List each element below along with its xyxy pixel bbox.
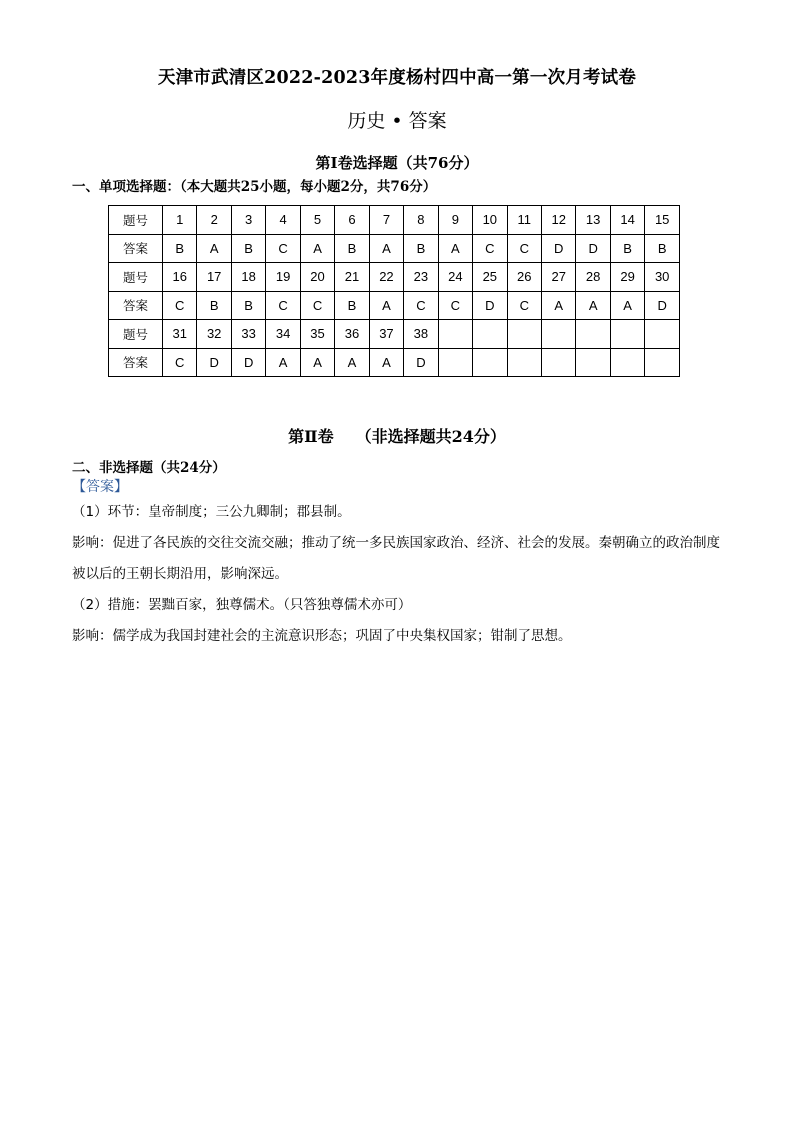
question-number-cell: 33: [231, 320, 265, 349]
question-number-cell: 19: [266, 263, 300, 292]
answer-cell: A: [369, 348, 403, 377]
question-number-cell: 15: [645, 206, 680, 235]
answer-cell: A: [369, 291, 403, 320]
question-number-cell: 36: [335, 320, 369, 349]
question-number-cell: 27: [541, 263, 575, 292]
question-number-cell: [541, 320, 575, 349]
question-number-row: [109, 206, 680, 235]
question-number-cell: 3: [231, 206, 265, 235]
question-number-cell: 32: [197, 320, 231, 349]
question-number-cell: 21: [335, 263, 369, 292]
section2-title: 二、非选择题（共24分）: [72, 460, 226, 476]
answer-table-body: [109, 206, 680, 377]
question-number-cell: 1: [163, 206, 197, 235]
question-number-cell: 29: [610, 263, 644, 292]
question-number-cell: 35: [300, 320, 334, 349]
question-number-cell: 38: [404, 320, 438, 349]
answer-cell: [473, 348, 507, 377]
question-number-row: [109, 263, 680, 292]
question-number-cell: 30: [645, 263, 680, 292]
answer-cell: D: [473, 291, 507, 320]
question-number-cell: 22: [369, 263, 403, 292]
answer-cell: [541, 348, 575, 377]
part1-heading: 第Ⅰ卷选择题（共76分）: [315, 154, 479, 172]
question-number-cell: 5: [300, 206, 334, 235]
row-label-question: 题号: [109, 320, 163, 349]
answer-cell: B: [163, 234, 197, 263]
answer-row: [109, 291, 680, 320]
answer-cell: [610, 348, 644, 377]
question-number-cell: 23: [404, 263, 438, 292]
answer-cell: C: [300, 291, 334, 320]
question-number-cell: 16: [163, 263, 197, 292]
answer-cell: A: [266, 348, 300, 377]
question-number-cell: 28: [576, 263, 610, 292]
question-number-cell: [610, 320, 644, 349]
answer-cell: B: [231, 234, 265, 263]
document-title: 天津市武清区2022-2023年度杨村四中高一第一次月考试卷: [157, 68, 637, 88]
answer-cell: A: [300, 234, 334, 263]
answer-row: [109, 348, 680, 377]
answer-cell: C: [507, 234, 541, 263]
question-number-cell: [507, 320, 541, 349]
answer-label: 【答案】: [72, 479, 128, 495]
question-number-cell: 13: [576, 206, 610, 235]
row-label-answer: 答案: [109, 234, 163, 263]
answer-cell: D: [576, 234, 610, 263]
answer-cell: A: [576, 291, 610, 320]
answer-table: [108, 205, 680, 377]
question-number-cell: 10: [473, 206, 507, 235]
answer-cell: B: [645, 234, 680, 263]
answer-cell: [438, 348, 472, 377]
answer-cell: B: [231, 291, 265, 320]
row-label-answer: 答案: [109, 291, 163, 320]
answer-cell: A: [438, 234, 472, 263]
question-number-cell: [645, 320, 680, 349]
answer-cell: B: [197, 291, 231, 320]
question-number-row: [109, 320, 680, 349]
answer-cell: C: [266, 291, 300, 320]
answer-cell: B: [335, 291, 369, 320]
answer-cell: C: [163, 291, 197, 320]
answer-cell: [645, 348, 680, 377]
part2-heading-sub: （非选择题共24分）: [355, 427, 506, 446]
answer-line-2: 影响：促进了各民族的交往交流交融；推动了统一多民族国家政治、经济、社会的发展。秦朝确立的政治制度被以后的王朝长期沿用，影响深远。: [72, 535, 720, 582]
question-number-cell: [576, 320, 610, 349]
question-number-cell: 25: [473, 263, 507, 292]
answer-cell: D: [231, 348, 265, 377]
question-number-cell: 6: [335, 206, 369, 235]
question-number-cell: 11: [507, 206, 541, 235]
row-label-question: 题号: [109, 206, 163, 235]
answer-line-3: （2）措施：罢黜百家，独尊儒术。（只答独尊儒术亦可）: [72, 597, 412, 613]
answer-cell: A: [541, 291, 575, 320]
answer-cell: C: [473, 234, 507, 263]
section1-title: 一、单项选择题：（本大题共25小题，每小题2分，共76分）: [72, 179, 437, 195]
row-label-question: 题号: [109, 263, 163, 292]
part2-heading-main: 第Ⅱ卷: [288, 427, 334, 446]
part2-heading: [0, 424, 794, 447]
answer-cell: D: [404, 348, 438, 377]
answer-cell: A: [197, 234, 231, 263]
answer-line-4: 影响：儒学成为我国封建社会的主流意识形态；巩固了中央集权国家；钳制了思想。: [72, 628, 572, 644]
answer-cell: [507, 348, 541, 377]
question-number-cell: 12: [541, 206, 575, 235]
question-number-cell: 2: [197, 206, 231, 235]
answer-cell: B: [404, 234, 438, 263]
answer-cell: B: [335, 234, 369, 263]
answer-cell: D: [197, 348, 231, 377]
question-number-cell: 37: [369, 320, 403, 349]
question-number-cell: 26: [507, 263, 541, 292]
answer-row: [109, 234, 680, 263]
answer-cell: C: [507, 291, 541, 320]
answer-cell: C: [438, 291, 472, 320]
question-number-cell: [473, 320, 507, 349]
question-number-cell: 4: [266, 206, 300, 235]
question-number-cell: 34: [266, 320, 300, 349]
answer-line-1: （1）环节：皇帝制度；三公九卿制；郡县制。: [72, 504, 351, 520]
answer-cell: C: [163, 348, 197, 377]
question-number-cell: [438, 320, 472, 349]
document-subtitle: 历史 • 答案: [347, 110, 447, 132]
answer-cell: A: [610, 291, 644, 320]
question-number-cell: 20: [300, 263, 334, 292]
question-number-cell: 9: [438, 206, 472, 235]
answer-cell: D: [645, 291, 680, 320]
answer-cell: B: [610, 234, 644, 263]
answer-cell: A: [369, 234, 403, 263]
row-label-answer: 答案: [109, 348, 163, 377]
answer-cell: C: [266, 234, 300, 263]
question-number-cell: 31: [163, 320, 197, 349]
question-number-cell: 17: [197, 263, 231, 292]
question-number-cell: 7: [369, 206, 403, 235]
question-number-cell: 14: [610, 206, 644, 235]
answer-cell: [576, 348, 610, 377]
answer-cell: C: [404, 291, 438, 320]
answer-cell: A: [300, 348, 334, 377]
answer-cell: D: [541, 234, 575, 263]
answer-cell: A: [335, 348, 369, 377]
question-number-cell: 24: [438, 263, 472, 292]
question-number-cell: 8: [404, 206, 438, 235]
question-number-cell: 18: [231, 263, 265, 292]
